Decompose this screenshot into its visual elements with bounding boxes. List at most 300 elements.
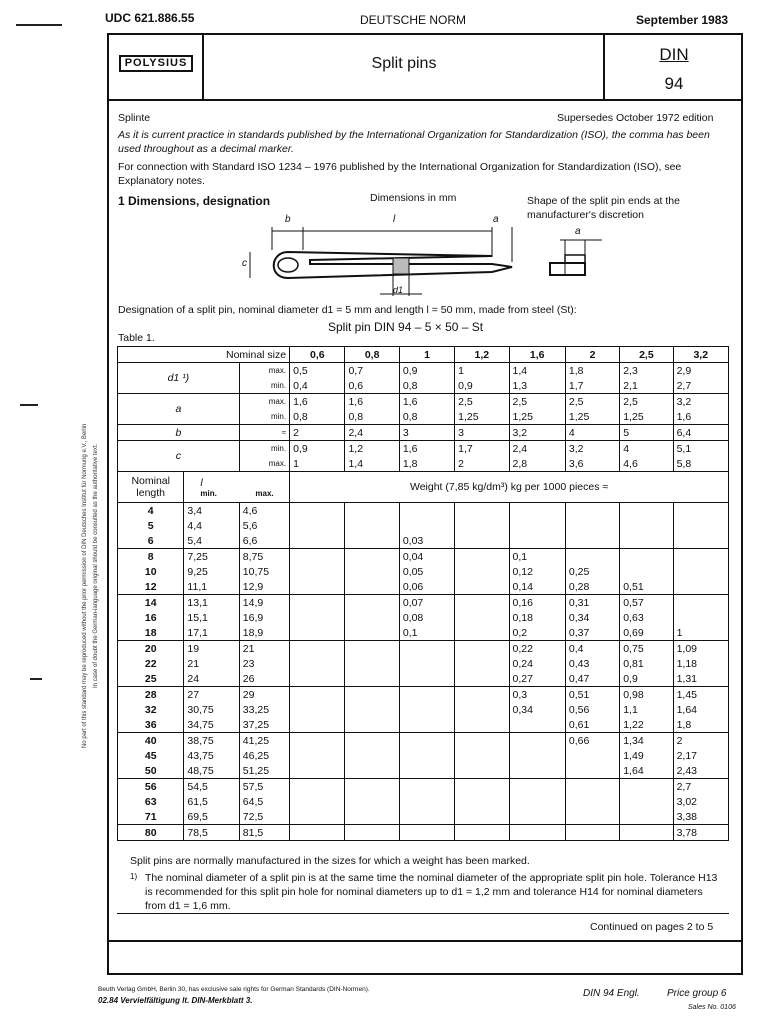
length-min-cell: 17,1: [184, 625, 239, 641]
size-cell: 0,8: [345, 347, 399, 363]
weight-cell: 0,43: [565, 656, 619, 671]
value-cell: 1,4: [509, 363, 565, 379]
weight-cell: 0,63: [620, 610, 673, 625]
weight-cell: 0,4: [565, 641, 619, 657]
weight-header-row: [118, 472, 729, 503]
a-row: [118, 394, 729, 410]
weight-cell: [290, 763, 345, 779]
edition-date: September 1983: [636, 13, 729, 27]
weight-cell: [290, 610, 345, 625]
weight-cell: 0,1: [509, 549, 565, 565]
table-row: [118, 579, 729, 595]
weight-cell: 0,56: [565, 702, 619, 717]
weight-cell: [345, 518, 399, 533]
weight-cell: 0,28: [565, 579, 619, 595]
weight-cell: [399, 717, 454, 733]
copyright-side-text: No part of this standard may be reproduced without the prior permission of DIN Deutsches Institut für Normung e.V., Berlin: [82, 423, 88, 748]
weight-header: Weight (7,85 kg/dm³) kg per 1000 pieces ≈: [290, 472, 729, 503]
weight-cell: [290, 625, 345, 641]
nominal-length-cell: 14: [118, 595, 184, 611]
continued-note: Continued on pages 2 to 5: [590, 921, 714, 933]
upper-table-body: [118, 347, 729, 841]
length-min-cell: 69,5: [184, 809, 239, 825]
weight-cell: [455, 641, 509, 657]
table-row: [118, 825, 729, 841]
weight-cell: 0,18: [509, 610, 565, 625]
weight-cell: [290, 825, 345, 841]
length-min-label: min.: [200, 488, 217, 498]
table-row: [118, 748, 729, 763]
row-qualifier: max.: [239, 363, 289, 379]
length-max-cell: 51,25: [239, 763, 289, 779]
nominal-length-cell: 71: [118, 809, 184, 825]
weight-cell: 0,16: [509, 595, 565, 611]
dimensions-table: [117, 346, 729, 841]
weight-cell: [673, 503, 728, 519]
row-qualifier: min.: [239, 378, 289, 394]
weight-cell: [399, 656, 454, 671]
length-max-cell: 33,25: [239, 702, 289, 717]
weight-cell: [290, 809, 345, 825]
weight-cell: [399, 687, 454, 703]
weight-cell: [345, 625, 399, 641]
weight-cell: 0,31: [565, 595, 619, 611]
weight-cell: [620, 518, 673, 533]
value-cell: 2,7: [673, 378, 728, 394]
dimension-d1: d1: [393, 285, 404, 295]
length-max-cell: 4,6: [239, 503, 289, 519]
table-label: Table 1.: [118, 332, 155, 344]
weight-cell: 0,81: [620, 656, 673, 671]
sales-number: Sales No. 0106: [688, 1004, 736, 1011]
weight-cell: [399, 748, 454, 763]
length-min-cell: 9,25: [184, 564, 239, 579]
value-cell: 2,5: [565, 394, 619, 410]
weight-cell: 1,22: [620, 717, 673, 733]
length-max-cell: 72,5: [239, 809, 289, 825]
value-cell: 0,8: [399, 409, 454, 425]
weight-cell: [455, 564, 509, 579]
value-cell: 2,8: [509, 456, 565, 472]
value-cell: 2,4: [345, 425, 399, 441]
weight-cell: 1: [673, 625, 728, 641]
weight-cell: [345, 779, 399, 795]
value-cell: 1,25: [455, 409, 509, 425]
weight-cell: [290, 671, 345, 687]
weight-cell: [399, 518, 454, 533]
value-cell: 5: [620, 425, 673, 441]
weight-cell: [455, 687, 509, 703]
c-row-label: c: [118, 441, 240, 472]
weight-cell: [290, 564, 345, 579]
deutsche-norm-label: DEUTSCHE NORM: [360, 13, 467, 27]
frame-rule: [107, 940, 743, 942]
nominal-length-cell: 40: [118, 733, 184, 749]
weight-cell: [399, 763, 454, 779]
designation-example: Split pin DIN 94 – 5 × 50 – St: [328, 320, 484, 334]
marked-sizes-note: Split pins are normally manufactured in the sizes for which a weight has been marked.: [130, 855, 530, 867]
weight-cell: [620, 549, 673, 565]
length-max-cell: 18,9: [239, 625, 289, 641]
nominal-length-cell: 36: [118, 717, 184, 733]
weight-cell: [345, 733, 399, 749]
weight-cell: [399, 779, 454, 795]
reproduction-code: 02.84 Vervielfältigung lt. DIN-Merkblatt 3.: [98, 996, 253, 1005]
length-min-cell: 38,75: [184, 733, 239, 749]
value-cell: 0,9: [290, 441, 345, 457]
weight-cell: [290, 779, 345, 795]
weight-cell: [455, 748, 509, 763]
nominal-length-cell: 63: [118, 794, 184, 809]
length-max-cell: 6,6: [239, 533, 289, 549]
d1-row-label: d1 ¹): [118, 363, 240, 394]
weight-cell: 0,69: [620, 625, 673, 641]
weight-cell: [345, 794, 399, 809]
nominal-length-cell: 50: [118, 763, 184, 779]
weight-cell: [565, 809, 619, 825]
price-group: Price group 6: [667, 988, 727, 999]
din-label: DIN: [659, 45, 689, 64]
value-cell: 3: [455, 425, 509, 441]
weight-cell: [455, 702, 509, 717]
weight-cell: [345, 595, 399, 611]
length-max-cell: 16,9: [239, 610, 289, 625]
weight-cell: [673, 564, 728, 579]
weight-cell: [399, 825, 454, 841]
nominal-length-label: Nominal length: [118, 472, 184, 503]
weight-cell: [565, 794, 619, 809]
weight-cell: [673, 610, 728, 625]
weight-cell: 1,34: [620, 733, 673, 749]
polysius-logo: POLYSIUS: [119, 55, 193, 72]
value-cell: 0,8: [345, 409, 399, 425]
weight-cell: [290, 518, 345, 533]
decimal-marker-note: As it is current practice in standards published by the International Organization for Standardization (ISO), the comma has been used throughout as a decimal marker.: [118, 129, 710, 155]
nominal-length-cell: 5: [118, 518, 184, 533]
value-cell: 1,3: [509, 378, 565, 394]
length-min-cell: 13,1: [184, 595, 239, 611]
weight-cell: 2,43: [673, 763, 728, 779]
din-engl-label: DIN 94 Engl.: [583, 988, 640, 999]
length-min-cell: 21: [184, 656, 239, 671]
weight-cell: 0,1: [399, 625, 454, 641]
weight-cell: 0,57: [620, 595, 673, 611]
value-cell: 2,4: [509, 441, 565, 457]
length-max-cell: 29: [239, 687, 289, 703]
weight-cell: [673, 533, 728, 549]
value-cell: 1,7: [565, 378, 619, 394]
iso-connection-note: For connection with Standard ISO 1234 – 1976 published by the International Organization for Standardization (ISO), see Explanatory notes.: [118, 161, 682, 187]
weight-cell: [399, 503, 454, 519]
weight-cell: [509, 533, 565, 549]
weight-cell: [565, 518, 619, 533]
weight-cell: [455, 794, 509, 809]
weight-cell: [290, 702, 345, 717]
value-cell: 1,8: [565, 363, 619, 379]
table-row: [118, 809, 729, 825]
weight-cell: [290, 748, 345, 763]
weight-cell: 0,51: [565, 687, 619, 703]
weight-cell: 0,24: [509, 656, 565, 671]
notes-rule: [117, 913, 729, 914]
nominal-length-cell: 12: [118, 579, 184, 595]
value-cell: 3,2: [509, 425, 565, 441]
weight-cell: [290, 717, 345, 733]
nominal-length-cell: 25: [118, 671, 184, 687]
weight-cell: [620, 564, 673, 579]
table-row: [118, 733, 729, 749]
weight-cell: [399, 671, 454, 687]
dimension-l: l: [393, 214, 396, 225]
length-max-cell: 26: [239, 671, 289, 687]
table-row: [118, 595, 729, 611]
nominal-length-cell: 8: [118, 549, 184, 565]
nominal-length-cell: 20: [118, 641, 184, 657]
value-cell: 0,4: [290, 378, 345, 394]
value-cell: 3: [399, 425, 454, 441]
weight-cell: [673, 518, 728, 533]
length-min-cell: 3,4: [184, 503, 239, 519]
nominal-length-cell: 32: [118, 702, 184, 717]
table-row: [118, 763, 729, 779]
weight-cell: 1,45: [673, 687, 728, 703]
weight-cell: [455, 533, 509, 549]
value-cell: 1: [290, 456, 345, 472]
weight-cell: [509, 794, 565, 809]
length-max-cell: 37,25: [239, 717, 289, 733]
weight-cell: [290, 533, 345, 549]
weight-cell: 0,06: [399, 579, 454, 595]
length-minmax: [184, 489, 289, 498]
value-cell: 6,4: [673, 425, 728, 441]
value-cell: 2: [455, 456, 509, 472]
value-cell: 5,1: [673, 441, 728, 457]
row-qualifier: ≈: [239, 425, 289, 441]
weight-cell: 1,31: [673, 671, 728, 687]
weight-cell: 0,47: [565, 671, 619, 687]
weight-cell: [509, 748, 565, 763]
table-row: [118, 610, 729, 625]
footnote-mark: 1): [130, 872, 138, 881]
weight-cell: 0,66: [565, 733, 619, 749]
weight-cell: [455, 595, 509, 611]
weight-cell: [455, 518, 509, 533]
a-row-label: a: [118, 394, 240, 425]
weight-cell: 1,8: [673, 717, 728, 733]
end-dimension-a: a: [575, 226, 581, 237]
weight-cell: [345, 564, 399, 579]
value-cell: 4: [565, 425, 619, 441]
value-cell: 0,7: [345, 363, 399, 379]
table-row: [118, 717, 729, 733]
length-max-cell: 12,9: [239, 579, 289, 595]
publisher-note: Beuth Verlag GmbH, Berlin 30, has exclusive sale rights for German Standards (DIN-Normen).: [98, 986, 370, 993]
value-cell: 0,9: [399, 363, 454, 379]
weight-cell: [345, 717, 399, 733]
weight-cell: [620, 779, 673, 795]
weight-cell: 0,3: [509, 687, 565, 703]
value-cell: 0,5: [290, 363, 345, 379]
value-cell: 2,3: [620, 363, 673, 379]
length-max-cell: 41,25: [239, 733, 289, 749]
weight-cell: [565, 549, 619, 565]
weight-cell: 0,14: [509, 579, 565, 595]
table-row: [118, 779, 729, 795]
nominal-length-cell: 6: [118, 533, 184, 549]
weight-cell: [345, 503, 399, 519]
table-row: [118, 503, 729, 519]
weight-cell: [455, 549, 509, 565]
value-cell: 4: [620, 441, 673, 457]
weight-cell: [345, 533, 399, 549]
value-cell: 0,8: [399, 378, 454, 394]
table-row: [118, 564, 729, 579]
weight-cell: 1,64: [620, 763, 673, 779]
size-cell: 1,2: [455, 347, 509, 363]
weight-cell: [455, 503, 509, 519]
table-row: [118, 625, 729, 641]
language-side-text: In case of doubt the German-language original should be consulted as the authoritative text.: [93, 443, 99, 688]
length-max-cell: 81,5: [239, 825, 289, 841]
nominal-length-cell: 28: [118, 687, 184, 703]
size-cell: 2: [565, 347, 619, 363]
nominal-length-cell: 45: [118, 748, 184, 763]
weight-cell: [290, 687, 345, 703]
dimension-b: b: [285, 214, 291, 225]
value-cell: 2,5: [509, 394, 565, 410]
weight-cell: [399, 641, 454, 657]
nominal-length-cell: 16: [118, 610, 184, 625]
value-cell: 1,6: [399, 441, 454, 457]
weight-cell: [620, 503, 673, 519]
weight-cell: [345, 641, 399, 657]
weight-cell: 0,37: [565, 625, 619, 641]
weight-cell: 0,75: [620, 641, 673, 657]
value-cell: 2,5: [620, 394, 673, 410]
weight-cell: 0,04: [399, 549, 454, 565]
size-cell: 1: [399, 347, 454, 363]
weight-cell: [620, 794, 673, 809]
length-max-label: max.: [255, 488, 274, 498]
length-min-cell: 27: [184, 687, 239, 703]
weight-cell: 0,98: [620, 687, 673, 703]
length-max-cell: 64,5: [239, 794, 289, 809]
designation-text: Designation of a split pin, nominal diameter d1 = 5 mm and length l = 50 mm, made from steel (St):: [118, 304, 577, 316]
weight-cell: 3,78: [673, 825, 728, 841]
length-min-cell: 7,25: [184, 549, 239, 565]
value-cell: 0,8: [290, 409, 345, 425]
weight-cell: 3,38: [673, 809, 728, 825]
length-min-cell: 11,1: [184, 579, 239, 595]
length-min-cell: 5,4: [184, 533, 239, 549]
length-min-cell: 15,1: [184, 610, 239, 625]
weight-cell: [455, 825, 509, 841]
weight-cell: [509, 825, 565, 841]
dimension-a: a: [493, 214, 499, 225]
value-cell: 1,25: [509, 409, 565, 425]
weight-cell: [290, 579, 345, 595]
length-max-cell: 8,75: [239, 549, 289, 565]
nominal-length-cell: 18: [118, 625, 184, 641]
weight-cell: 0,2: [509, 625, 565, 641]
value-cell: 5,8: [673, 456, 728, 472]
title-divider: [202, 33, 204, 101]
weight-cell: [455, 733, 509, 749]
weight-cell: [290, 641, 345, 657]
size-cell: 0,6: [290, 347, 345, 363]
weight-cell: [345, 809, 399, 825]
weight-cell: [673, 579, 728, 595]
weight-cell: 0,61: [565, 717, 619, 733]
length-min-cell: 19: [184, 641, 239, 657]
length-max-cell: 57,5: [239, 779, 289, 795]
section-heading: 1 Dimensions, designation: [118, 194, 271, 208]
nominal-size-label: Nominal size: [118, 347, 290, 363]
document-title: Split pins: [371, 55, 437, 72]
table-row: [118, 533, 729, 549]
weight-cell: [455, 625, 509, 641]
length-max-cell: 5,6: [239, 518, 289, 533]
weight-cell: [290, 595, 345, 611]
length-max-cell: 10,75: [239, 564, 289, 579]
weight-cell: [509, 763, 565, 779]
weight-cell: [509, 809, 565, 825]
value-cell: 4,6: [620, 456, 673, 472]
weight-cell: 0,34: [565, 610, 619, 625]
weight-cell: [345, 748, 399, 763]
value-cell: 1,6: [345, 394, 399, 410]
length-max-cell: 21: [239, 641, 289, 657]
weight-cell: [345, 610, 399, 625]
weight-cell: [290, 549, 345, 565]
weight-cell: [290, 656, 345, 671]
length-min-cell: 78,5: [184, 825, 239, 841]
weight-cell: [620, 533, 673, 549]
scan-mark: [20, 404, 38, 406]
weight-cell: [345, 549, 399, 565]
length-min-cell: 61,5: [184, 794, 239, 809]
weight-cell: [290, 733, 345, 749]
nominal-length-cell: 4: [118, 503, 184, 519]
weight-cell: 1,49: [620, 748, 673, 763]
weight-cell: [620, 825, 673, 841]
length-min-cell: 30,75: [184, 702, 239, 717]
weight-cell: [673, 549, 728, 565]
scan-mark: [16, 24, 62, 26]
weight-cell: 0,03: [399, 533, 454, 549]
weight-cell: [455, 671, 509, 687]
weight-cell: 0,51: [620, 579, 673, 595]
weight-cell: [565, 503, 619, 519]
weight-cell: [290, 794, 345, 809]
nominal-length-cell: 56: [118, 779, 184, 795]
shape-label: Shape of the split pin ends at the manufacturer's discretion: [527, 195, 680, 221]
weight-cell: [345, 656, 399, 671]
length-min-cell: 24: [184, 671, 239, 687]
value-cell: 1,6: [673, 409, 728, 425]
table-row: [118, 702, 729, 717]
german-title: Splinte: [118, 112, 151, 124]
value-cell: 1,6: [290, 394, 345, 410]
weight-cell: [455, 763, 509, 779]
weight-cell: 2,7: [673, 779, 728, 795]
weight-cell: [673, 595, 728, 611]
size-cell: 3,2: [673, 347, 728, 363]
weight-cell: 2,17: [673, 748, 728, 763]
length-max-cell: 14,9: [239, 595, 289, 611]
size-cell: 1,6: [509, 347, 565, 363]
length-min-cell: 4,4: [184, 518, 239, 533]
